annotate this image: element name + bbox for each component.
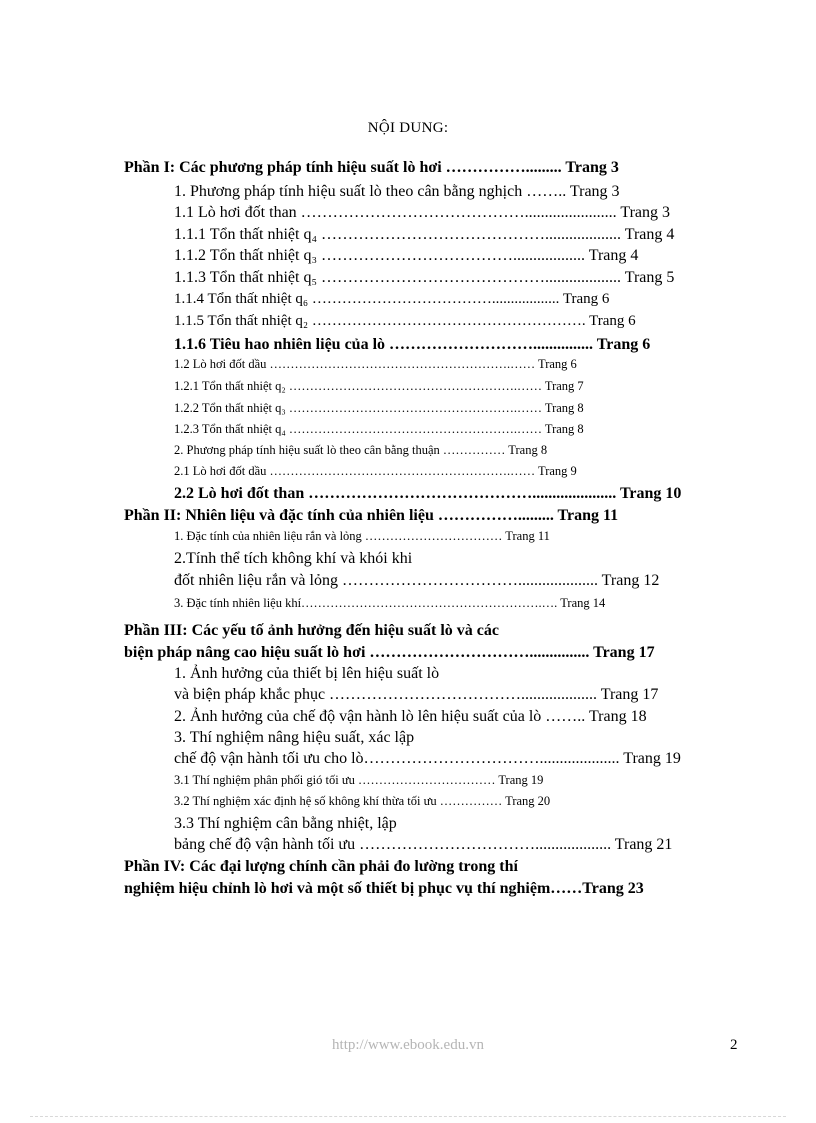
toc-entry: 1.2.2 Tổn thất nhiệt q₃ ……………………………………………….…… Trang 8 (174, 401, 584, 415)
toc-entry: 2.1 Lò hơi đốt dầu ………………………………………………….…… Trang 9 (174, 464, 577, 478)
toc-entry: 3.1 Thí nghiệm phân phối gió tối ưu …………………………… Trang 19 (174, 773, 544, 787)
toc-entry: 3.2 Thí nghiệm xác định hệ số không khí thừa tối ưu …………… Trang 20 (174, 794, 551, 808)
toc-entry: 3. Đặc tính nhiên liệu khí………………………………………………….…. Trang 14 (174, 596, 606, 610)
toc-entry: 1.1.2 Tổn thất nhiệt q₃ ……………………………….................. Trang 4 (174, 247, 639, 264)
toc-entry: 3. Thí nghiệm nâng hiệu suất, xác lập (174, 729, 415, 746)
footer-url: http://www.ebook.edu.vn (332, 1037, 484, 1053)
toc-part-3: Phần III: Các yếu tố ảnh hưởng đến hiệu suất lò và các (124, 622, 499, 639)
toc-entry: 1.1.3 Tổn thất nhiệt q₅ ……………………………………................... Trang 5 (174, 269, 675, 286)
toc-part-3-cont: biện pháp nâng cao hiệu suất lò hơi …………………………............... Trang 17 (124, 644, 655, 661)
toc-entry: 2.2 Lò hơi đốt than ……………………………………..................... Trang 10 (174, 485, 682, 502)
toc-entry: 1.1.6 Tiêu hao nhiên liệu của lò ………………………............... Trang 6 (174, 336, 651, 353)
toc-entry: 1.1.5 Tổn thất nhiệt q₂ ………………………………………………. Trang 6 (174, 313, 636, 329)
toc-entry: 1.1.4 Tổn thất nhiệt q₆ ……………………………….................. Trang 6 (174, 291, 610, 307)
page-bottom-divider (30, 1116, 786, 1117)
toc-entry: 1. Ảnh hưởng của thiết bị lên hiệu suất lò (174, 665, 440, 682)
toc-entry: 1. Đặc tính của nhiên liệu rắn và lỏng …………………………… Trang 11 (174, 529, 550, 543)
toc-part-2: Phần II: Nhiên liệu và đặc tính của nhiên liệu ……………......... Trang 11 (124, 507, 619, 524)
toc-entry: 2. Phương pháp tính hiệu suất lò theo cân bằng thuận …………… Trang 8 (174, 443, 548, 457)
toc-entry: bảng chế độ vận hành tối ưu ……………………………................... Trang 21 (174, 836, 673, 853)
page-number: 2 (730, 1037, 738, 1053)
toc-part-1: Phần I: Các phương pháp tính hiệu suất lò hơi ……………......... Trang 3 (124, 159, 619, 176)
toc-entry: 1.1.1 Tổn thất nhiệt q₄ ……………………………………................... Trang 4 (174, 226, 675, 243)
page-title: NỘI DUNG: (367, 120, 449, 136)
toc-entry: 3.3 Thí nghiệm cân bằng nhiệt, lập (174, 815, 397, 832)
toc-entry: 1.2.3 Tổn thất nhiệt q₄ ……………………………………………….…… Trang 8 (174, 422, 584, 436)
toc-entry: đốt nhiên liệu rắn và lỏng …………………………….................... Trang 12 (174, 572, 660, 589)
toc-entry: 1.2.1 Tổn thất nhiệt q₂ ……………………………………………….…… Trang 7 (174, 379, 584, 393)
toc-part-4: Phần IV: Các đại lượng chính cần phải đo lường trong thí (124, 858, 518, 875)
toc-entry: 1. Phương pháp tính hiệu suất lò theo cân bằng nghịch …….. Trang 3 (174, 183, 620, 200)
toc-entry: và biện pháp khắc phục ………………………………................... Trang 17 (174, 686, 659, 703)
toc-entry: chế độ vận hành tối ưu cho lò…………………………….................... Trang 19 (174, 750, 681, 767)
toc-entry: 1.2 Lò hơi đốt dầu ………………………………………………….…… Trang 6 (174, 357, 577, 371)
toc-entry: 2. Ảnh hưởng của chế độ vận hành lò lên hiệu suất của lò …….. Trang 18 (174, 708, 647, 725)
toc-part-4-cont: nghiệm hiệu chỉnh lò hơi và một số thiết bị phục vụ thí nghiệm……Trang 23 (124, 880, 644, 897)
toc-entry: 1.1 Lò hơi đốt than ……………………………………....................... Trang 3 (174, 204, 671, 221)
toc-entry: 2.Tính thể tích không khí và khói khi (174, 550, 413, 567)
